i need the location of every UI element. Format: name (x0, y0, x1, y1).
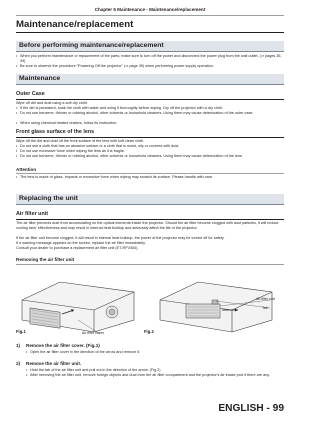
section-heading-before: Before performing maintenance/replacement (16, 41, 284, 52)
outer-case-intro: Wipe off dirt and dust using a soft dry cloth. (16, 101, 88, 105)
list-item-text: Do not use benzene, thinner or rubbing alcohol, other solvents or household cleaners. Using them may cause deterioration of the lens. (20, 154, 243, 158)
list-item (26, 350, 284, 355)
list-item (16, 111, 282, 116)
step-title: Remove the air filter unit. (26, 361, 82, 366)
list-item (26, 373, 284, 378)
list-item-text: Do not use benzene, thinner or rubbing alcohol, other solvents or household cleaners. Using them may cause deterioration of the outer case. (20, 111, 254, 115)
figure-label-1: Fig.1 (16, 329, 26, 334)
bullet-icon: • (26, 373, 28, 377)
page-title: Maintenance/replacement (16, 19, 134, 30)
list-item (16, 175, 282, 180)
list-item-text: The lens is made of glass. Impacts or excessive force when wiping may scratch its surface. Please handle with care. (20, 175, 214, 179)
section-heading-maintenance: Maintenance (16, 74, 284, 85)
projector-fig1 (22, 282, 134, 332)
figure-label-2: Fig.2 (144, 329, 154, 334)
bullet-icon: • (16, 106, 18, 110)
list-item-text: If the dirt is persistent, soak the cloth with water and wring it thoroughly before wiping. Dry off the projector with a dry cloth. (20, 106, 223, 110)
list-item-text: Be sure to observe the procedure "Powering Off the projector" (⇒ page 39) when performing power supply operation. (20, 63, 214, 68)
callout-air-filter-unit: Air filter unit (256, 297, 275, 301)
lens-intro: Wipe off the dirt and dust off the front surface of the lens with soft clean cloth. (16, 139, 145, 143)
projector-fig2 (160, 282, 272, 332)
subsection-heading-lens: Front glass surface of the lens (16, 129, 95, 135)
subsection-rule (16, 99, 284, 100)
list-item (16, 121, 282, 126)
bullet-icon: • (16, 175, 18, 179)
list-item (16, 54, 282, 64)
bullet-icon: • (16, 111, 18, 115)
figure-air-filter (16, 270, 284, 335)
callout-tab: Tab (262, 306, 268, 310)
bullet-icon: • (16, 54, 18, 58)
subsection-heading-air-filter: Air filter unit (16, 211, 49, 217)
chapter-header: Chapter 5 Maintenance - Maintenance/replacement (94, 7, 206, 12)
removing-heading: Removing the air filter unit (16, 257, 75, 262)
projector-illustration (16, 270, 284, 335)
air-filter-paragraph: The air filter prevents dust from accumulating on the optical elements inside the projector. Should the air filter become clogged with dust particles, it will reduce cooling fans' effectiveness and may result in internal heat buildup and adversely affect the life of the projector. (16, 221, 279, 230)
attention-heading: Attention (16, 167, 37, 172)
bullet-icon: • (16, 154, 18, 158)
page-number: ENGLISH - 99 (218, 403, 284, 414)
list-item-text: Do not use a cloth that has an abrasive surface or a cloth that is moist, oily or covered with dust. (20, 144, 180, 148)
list-item-text: After removing the air filter unit, remove foreign objects and dust from the air filter compartment and the projector's air intake port if there are any. (30, 373, 270, 377)
bullet-icon: • (16, 149, 18, 153)
list-item-text: Hold the tab of the air filter unit and pull out in the direction of the arrow. (Fig.2) (30, 368, 161, 372)
step-title: Remove the air filter cover. (Fig.1) (26, 343, 100, 348)
air-filter-paragraph: Consult your dealer to purchase a replacement air filter unit (ET-RFV300). (16, 245, 139, 250)
step-2-title (16, 361, 81, 366)
section-heading-replacing: Replacing the unit (16, 194, 284, 205)
step-1-title (16, 343, 100, 348)
bullet-icon: • (16, 120, 18, 125)
list-item-text: When you perform maintenance or replacement of the parts, make sure to turn off the power and disconnect the power plug from the wall outlet. (⇒ pages 35, 39) (20, 54, 282, 63)
subsection-rule (16, 219, 284, 220)
list-item-text: Open the air filter cover in the direction of the arrow and remove it. (30, 350, 141, 354)
air-filter-paragraph: If a warning message appears on the screen, replace the air filter immediately. (16, 240, 146, 245)
callout-air-filter-cover: Air filter cover (82, 331, 104, 335)
list-item (16, 64, 282, 69)
attention-rule (16, 173, 284, 174)
header-rule (16, 15, 284, 16)
removing-rule (16, 264, 284, 265)
bullet-icon: • (16, 144, 18, 148)
list-item-text: Do not use excessive force when wiping the lens as it is fragile. (20, 149, 125, 153)
step-number: 2) (16, 361, 21, 366)
title-rule (16, 32, 284, 33)
bullet-icon: • (26, 350, 28, 354)
air-filter-paragraph: If the air filter unit become clogged, it will result in internal heat buildup, the power of the projector may be turned off for safety. (16, 235, 225, 240)
list-item (16, 154, 282, 159)
list-item-text: When using chemical treated dusters, follow its instruction. (20, 120, 118, 125)
step-number: 1) (16, 343, 21, 348)
subsection-rule (16, 137, 284, 138)
bullet-icon: • (26, 368, 28, 372)
bullet-icon: • (16, 63, 18, 68)
subsection-heading-outer-case: Outer Case (16, 91, 45, 97)
